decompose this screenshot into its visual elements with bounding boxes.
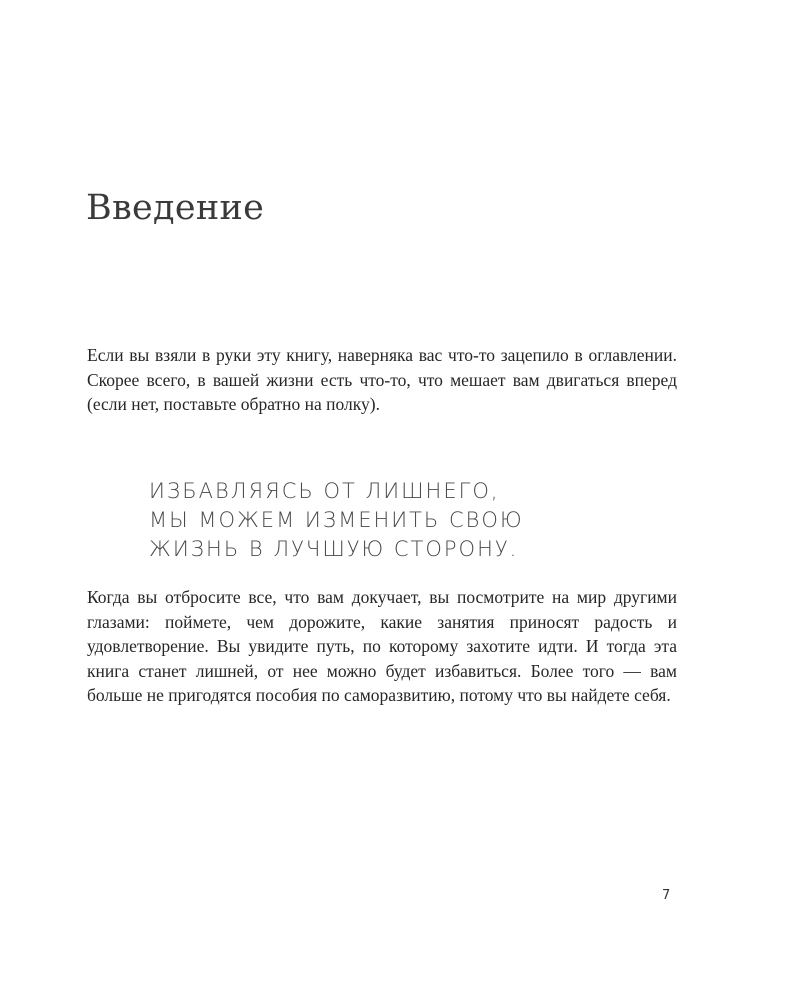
chapter-title: Введение: [86, 188, 265, 228]
page-number: 7: [662, 888, 671, 903]
body-paragraph-intro: Если вы взяли в руки эту книгу, наверняка вас что-то зацепило в оглавлении. Скорее всего, в вашей жизни есть что-то, что мешает вам двигаться вперед (если нет, поставьте обратно на полку).: [87, 345, 677, 414]
pull-quote: [149, 477, 524, 564]
pull-quote-line: МЫ МОЖЕМ ИЗМЕНИТЬ СВОЮ: [149, 508, 524, 532]
pull-quote-line: ЖИЗНЬ В ЛУЧШУЮ СТОРОНУ.: [149, 537, 519, 561]
body-paragraph-conclusion: Когда вы отбросите все, что вам докучает, вы посмотрите на мир другими глазами: поймете, чем дорожите, какие занятия приносят радость и удовлетворение. Вы увидите путь, по которому захотите идти. И тогда эта книга станет лишней, от нее можно будет избавиться. Более того — вам больше не пригодятся пособия по саморазвитию, потому что вы найдете себя.: [87, 587, 677, 705]
pull-quote-line: ИЗБАВЛЯЯСЬ ОТ ЛИШНЕГО,: [149, 479, 500, 503]
